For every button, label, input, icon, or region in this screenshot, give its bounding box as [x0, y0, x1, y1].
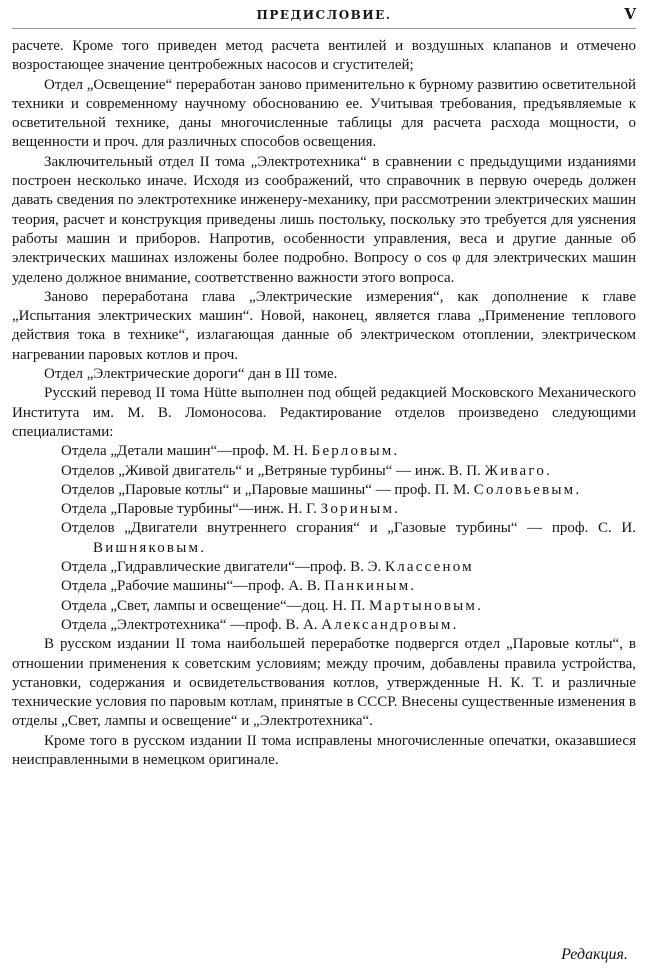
paragraph-translation: Русский перевод II тома Hütte выполнен под общей редакцией Московского Механического Института им. М. В. Ломоносова. Редактирование отделов произведено следующими специалистами:: [12, 385, 636, 440]
credit-item: Отдела „Электротехника“ —проф. В. А. Александровым.: [61, 616, 459, 633]
paragraph-russian-edition: В русском издании II тома наибольшей переработке подвергся отдел „Паровые котлы“, в отношении применения к советским условиям; между прочим, добавлены правила устройства, установки, содержания и освидетельствования котлов, утвержденные Н. К. Т. и различные технические условия по паровым котлам, принятые в СССР. Внесены существенные изменения в отделы „Свет, лампы и освещение“ и „Электротехника“.: [12, 636, 637, 730]
credit-item: Отдела „Рабочие машины“—проф. А. В. Панкиным.: [61, 578, 417, 595]
credit-name: Зориным.: [320, 501, 401, 518]
body-text: [12, 37, 636, 770]
paragraph-electric-roads: Отдел „Электрические дороги“ дан в III томе.: [44, 366, 338, 383]
document-page: [12, 6, 636, 974]
credit-name: Живаго.: [484, 462, 553, 479]
credit-item: Отделов „Живой двигатель“ и „Ветряные турбины“ — инж. В. П. Живаго.: [61, 462, 553, 479]
credit-item: Отделов „Паровые котлы“ и „Паровые машины“ — проф. П. М. Соловьевым.: [61, 481, 582, 498]
credit-name: Соловьевым.: [473, 481, 582, 498]
credit-item: Отделов „Двигатели внутреннего сгорания“ и „Газовые турбины“ — проф. С. И. Вишняковым.: [61, 520, 636, 556]
editorial-signature: Редакция.: [561, 946, 628, 963]
paragraph-lighting: Отдел „Освещение“ переработан заново применительно к бурному развитию осветительной техники и современному научному обоснованию ее. Учитывая требования, предъявляемые к осветительной технике, даны многочисленные таблицы для расчета расхода мощности, о вещенности и проч. для различных способов освещения.: [12, 76, 636, 151]
paragraph-measurements: Заново переработана глава „Электрические измерения“, как дополнение к главе „Испытания электрических машин“. Новой, наконец, является глава „Применение теплового действия тока в технике“, излагающая данные об электрическом отоплении, электрическом нагревании паровых котлов и проч.: [12, 288, 636, 363]
credit-item: Отдела „Паровые турбины“—инж. Н. Г. Зориным.: [61, 501, 401, 518]
paragraph-errata: Кроме того в русском издании II тома исправлены многочисленные опечатки, оказавшиеся неисправленными в немецком оригинале.: [12, 732, 636, 768]
running-title: ПРЕДИСЛОВИЕ.: [256, 8, 392, 22]
credit-item: Отдела „Гидравлические двигатели“—проф. В. Э. Классеном: [61, 559, 474, 576]
credit-name: Берловым.: [311, 443, 400, 460]
running-header: [12, 6, 636, 29]
paragraph-cooling-continuation: расчете. Кроме того приведен метод расчета вентилей и воздушных клапанов и отмечено возростающее значение центробежных насосов и сгустителей;: [12, 38, 636, 74]
page-number: V: [624, 5, 636, 23]
credit-name: Классеном: [385, 559, 474, 576]
credit-name: Александровым.: [321, 616, 459, 633]
credit-item: Отдела „Свет, лампы и освещение“—доц. Н. П. Мартыновым.: [61, 597, 484, 614]
credit-item: Отдела „Детали машин“—проф. М. Н. Берловым.: [61, 443, 400, 460]
credit-name: Мартыновым.: [368, 597, 484, 614]
credit-name: Вишняковым.: [93, 539, 207, 556]
credit-name: Панкиным.: [324, 578, 417, 595]
paragraph-electrotechnics: Заключительный отдел II тома „Электротехника“ в сравнении с предыдущими изданиями построен несколько иначе. Исходя из соображений, что справочник в первую очередь должен давать сведения по электротехнике инженеру-механику, при рассмотрении электрических машин теория, расчет и конструкция приведены лишь постольку, поскольку это требуется для уяснения работы машин и приборов. Напротив, особенности управления, веса и другие данные об электрических машинах изложены более подробно. Вопросу о cos φ для электрических машин уделено должное внимание, соответственно важности этого вопроса.: [12, 153, 636, 286]
